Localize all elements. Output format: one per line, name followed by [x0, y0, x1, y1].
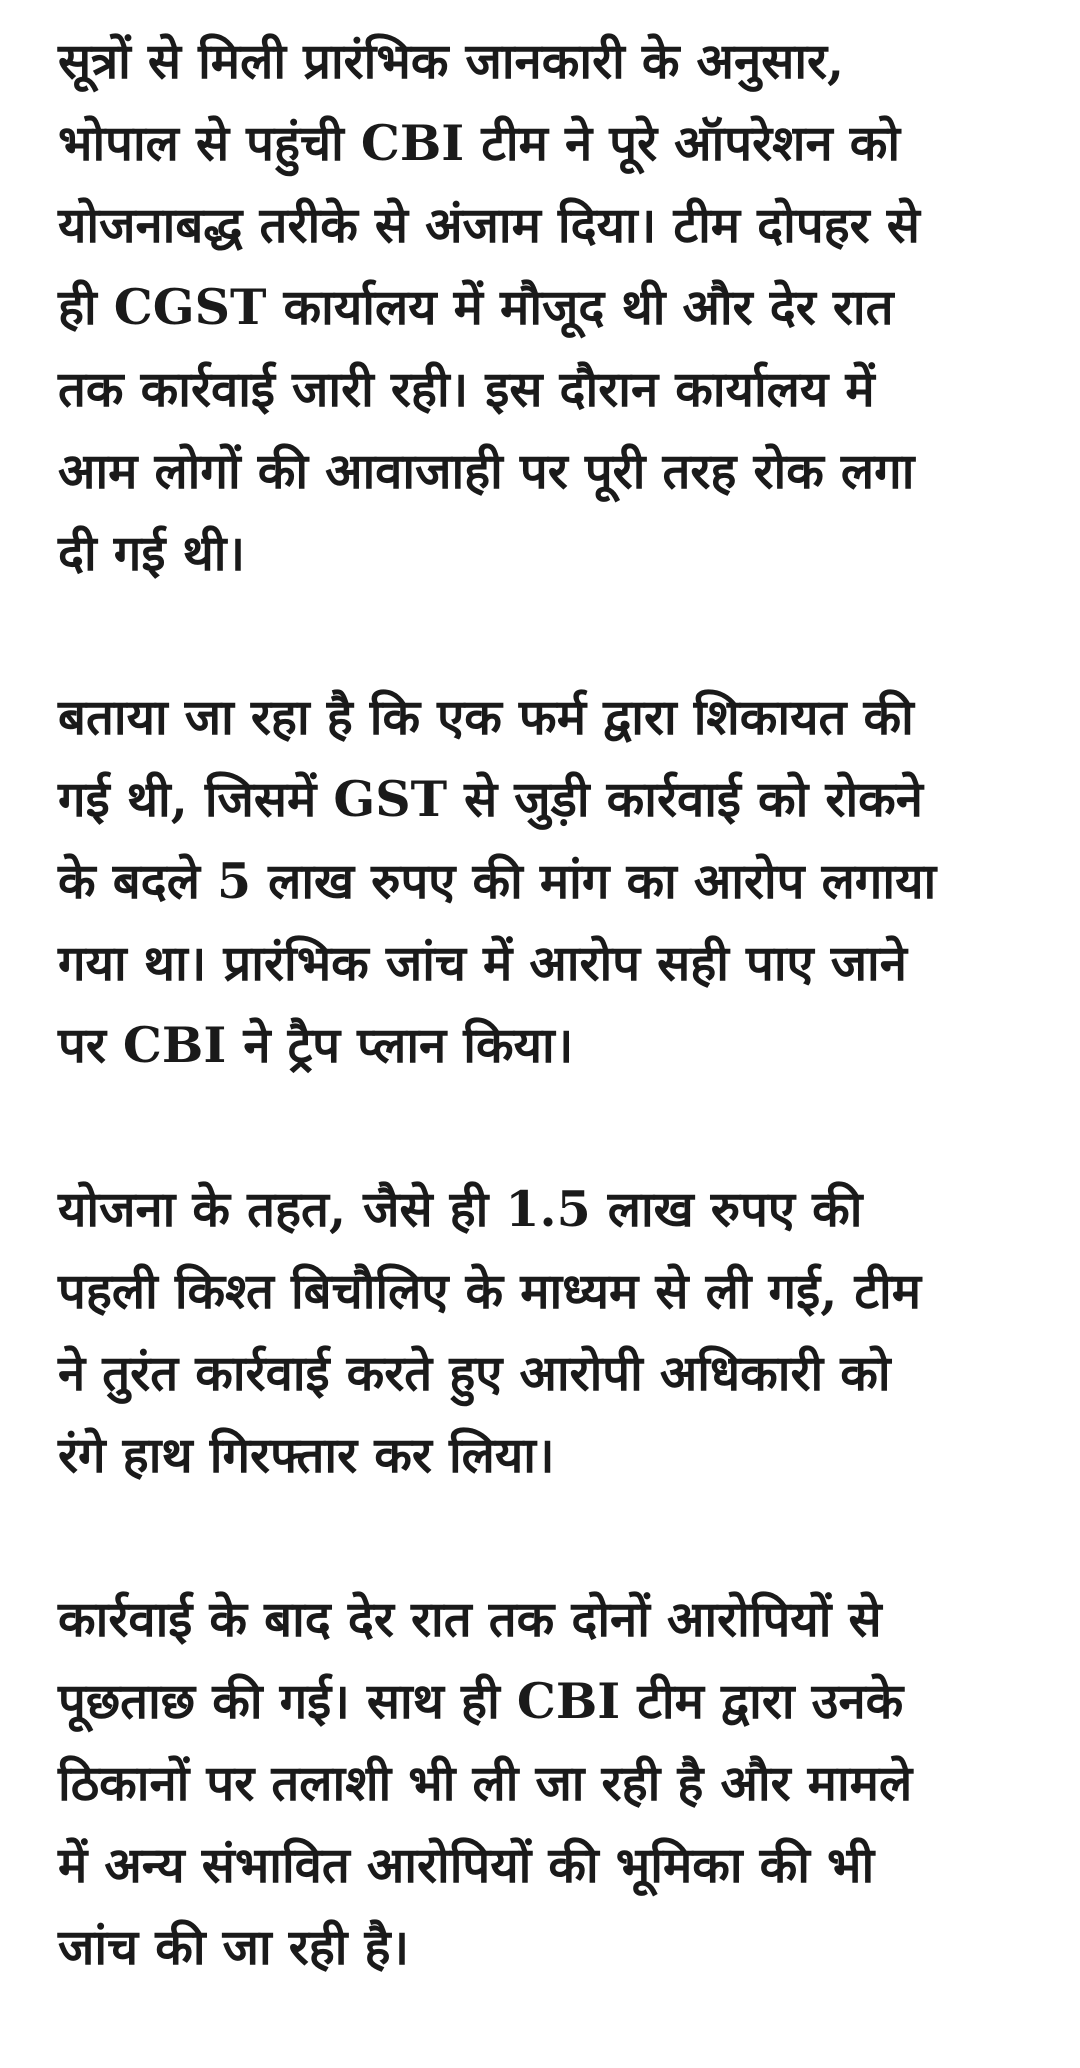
- text-line: कार्रवाई के बाद देर रात तक दोनों आरोपियों से: [58, 1590, 882, 1648]
- text-line: सूत्रों से मिली प्रारंभिक जानकारी के अनुसार,: [58, 32, 845, 90]
- text-line: जांच की जा रही है।: [58, 1918, 410, 1976]
- text-line: पूछताछ की गई। साथ ही CBI टीम द्वारा उनके: [58, 1672, 904, 1730]
- text-line: ही CGST कार्यालय में मौजूद थी और देर रात: [58, 278, 894, 336]
- text-line: योजना के तहत, जैसे ही 1.5 लाख रुपए की: [58, 1180, 863, 1238]
- text-line: बताया जा रहा है कि एक फर्म द्वारा शिकायत की: [58, 688, 914, 746]
- article-body: [58, 20, 1018, 1988]
- text-line: योजनाबद्ध तरीके से अंजाम दिया। टीम दोपहर से: [58, 196, 920, 254]
- text-line: गया था। प्रारंभिक जांच में आरोप सही पाए जाने: [58, 934, 907, 992]
- text-line: रंगे हाथ गिरफ्तार कर लिया।: [58, 1426, 555, 1484]
- text-line: आम लोगों की आवाजाही पर पूरी तरह रोक लगा: [58, 442, 915, 500]
- paragraph-1: [58, 20, 1018, 594]
- text-line: पहली किश्त बिचौलिए के माध्यम से ली गई, टीम: [58, 1262, 922, 1320]
- text-line: पर CBI ने ट्रैप प्लान किया।: [58, 1016, 574, 1074]
- paragraph-3: [58, 1168, 1018, 1496]
- text-line: में अन्य संभावित आरोपियों की भूमिका की भी: [58, 1836, 875, 1894]
- text-line: ठिकानों पर तलाशी भी ली जा रही है और मामले: [58, 1754, 913, 1812]
- text-line: दी गई थी।: [58, 524, 246, 582]
- paragraph-4: [58, 1578, 1018, 1988]
- text-line: तक कार्रवाई जारी रही। इस दौरान कार्यालय में: [58, 360, 875, 418]
- text-line: गई थी, जिसमें GST से जुड़ी कार्रवाई को रोकने: [58, 770, 923, 828]
- text-line: ने तुरंत कार्रवाई करते हुए आरोपी अधिकारी को: [58, 1344, 891, 1402]
- text-line: भोपाल से पहुंची CBI टीम ने पूरे ऑपरेशन को: [58, 114, 901, 172]
- paragraph-2: [58, 676, 1018, 1086]
- text-line: के बदले 5 लाख रुपए की मांग का आरोप लगाया: [58, 852, 937, 910]
